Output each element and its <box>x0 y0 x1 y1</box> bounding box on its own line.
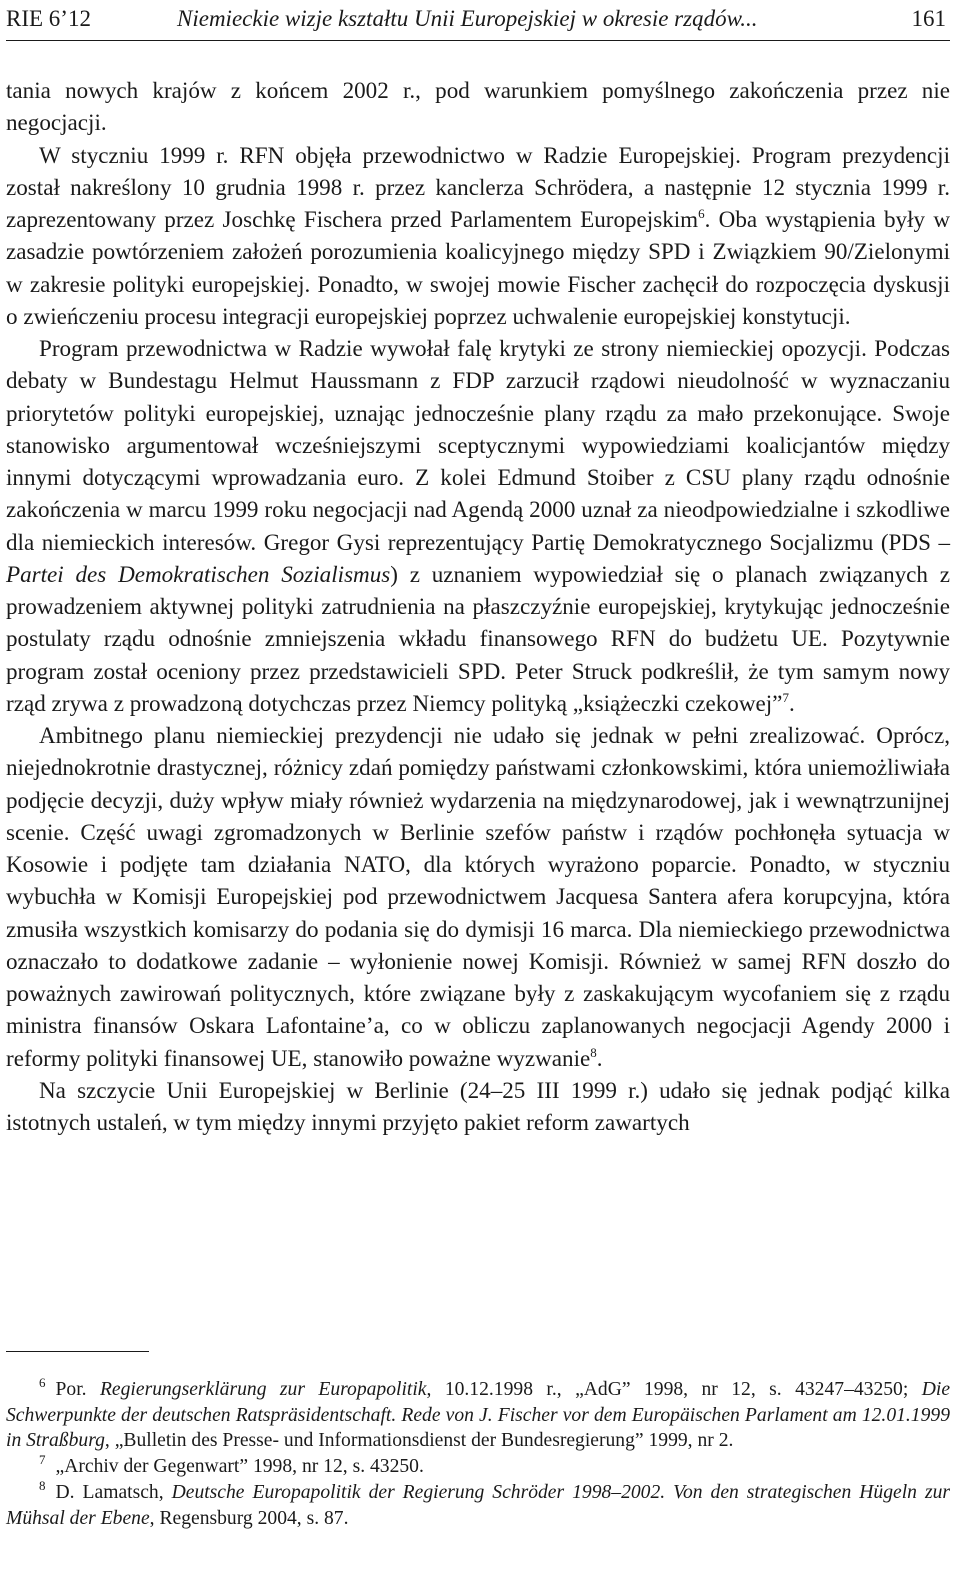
paragraph-2-text-a: W styczniu 1999 r. RFN objęła przewodnictwo w Radzie Europejskiej. Program prezydencji został nakreślony 10 grudnia 1998 r. przez kanclerza Schrödera, a następnie 12 stycznia 1999 r. zaprezentowany przez Joschkę Fischera przed Parlamentem Europejskim <box>6 141 950 232</box>
paragraph-5-text: Na szczycie Unii Europejskiej w Berlinie (24–25 III 1999 r.) udało się jednak podjąć kilka istotnych ustaleń, w tym między innymi przyjęto pakiet reform zawartych <box>6 1076 950 1135</box>
paragraph-4-text-a: Ambitnego planu niemieckiej prezydencji nie udało się jednak w pełni zrealizować. Oprócz, niejednokrotnie drastycznej, różnicy zdań pomiędzy państwami członkowskimi, która uniemożliwiała podjęcie decyzji, duży wpływ miały również wydarzenia na międzynarodowej, jak i wewnątrzunijnej scenie. Część uwagi zgromadzonych w Berlinie szefów państw i rządów pochłonęła sytuacja w Kosowie i podjęte tam działania NATO, dla których wyrażono poparcie. Ponadto, w styczniu wybuchła w Komisji Europejskiej pod przewodnictwem Jacquesa Santera afera korupcyjna, która zmusiła wszystkich komisarzy do podania się do dymisji 16 marca. Dla niemieckiego przewodnictwa oznaczało to dodatkowe zadanie – wyłonienie nowej Komisji. Również w samej RFN doszło do poważnych zawirowań politycznych, które związane były z zaskakującym wycofaniem się z rządu ministra finansów Oskara Lafontaine’a, co w obliczu zaplanowanych negocjacji Agendy 2000 i reformy polityki finansowej UE, stanowiło poważne wyzwanie <box>6 722 950 1071</box>
footnote-6-text-a: Por. <box>55 1379 100 1400</box>
footnote-8-number: 8 <box>39 1477 46 1493</box>
main-text <box>6 74 950 1138</box>
footnote-6 <box>6 1377 950 1454</box>
paragraph-3-italic: Partei des Demokratischen Sozialismus <box>6 560 391 587</box>
paragraph-2 <box>6 139 950 333</box>
paragraph-1 <box>6 74 950 139</box>
page-number: 161 <box>911 6 946 31</box>
running-header <box>6 0 950 41</box>
footnote-ref-7[interactable]: 7 <box>782 689 789 705</box>
paragraph-3-text-b: ) z uznaniem wypowiedział się o planach związanych z prowadzeniem aktywnej polityki zatrudnienia na płaszczyźnie europejskiej, krytykując jednocześnie postulaty rządu odnośnie zmniejszenia wkładu finansowego RFN do budżetu UE. Pozytywnie program został oceniony przez przedstawicieli SPD. Peter Struck podkreślił, że tym samym nowy rząd zrywa z prowadzoną dotychczas przez Niemcy polityką „książeczki czekowej” <box>6 560 950 716</box>
footnote-8 <box>6 1477 950 1531</box>
journal-issue: RIE 6’12 <box>6 6 91 31</box>
footnote-7 <box>6 1454 950 1480</box>
footnote-8-text-b: , Regensburg 2004, s. 87. <box>149 1507 349 1529</box>
footnote-8-italic: Deutsche Europapolitik der Regierung Schröder 1998–2002. Von den strategischen Hügeln zur Mühsal der Ebene <box>6 1481 950 1529</box>
footnote-7-number: 7 <box>39 1452 46 1468</box>
footnote-6-italic-2: Die Schwerpunkte der deutschen Ratspräsidentschaft. Rede von J. Fischer vor dem Europäischen Parlament am 12.01.1999 in Straßburg <box>6 1379 951 1452</box>
paragraph-3-text-c: . <box>788 689 795 716</box>
footnotes <box>6 1377 950 1531</box>
footnote-6-italic-1: Regierungserklärung zur Europapolitik <box>99 1379 427 1400</box>
footnote-6-text-b: , 10.12.1998 r., „AdG” 1998, nr 12, s. 43247–43250; <box>426 1379 922 1400</box>
paragraph-2-text-b: . Oba wystąpienia były w zasadzie powtórzeniem założeń porozumienia koalicyjnego między SPD i Związkiem 90/Zielonymi w zakresie polityki europejskiej. Ponadto, w swojej mowie Fischer zachęcił do rozpoczęcia dyskusji o zwieńczeniu procesu integracji europejskiej poprzez uchwalenie europejskiej konstytucji. <box>6 206 950 329</box>
paragraph-3 <box>6 332 950 719</box>
paragraph-3-text-a: Program przewodnictwa w Radzie wywołał falę krytyki ze strony niemieckiej opozycji. Podczas debaty w Bundestagu Helmut Haussmann z FDP zarzucił rządowi nieudolność w wyznaczaniu priorytetów polityki europejskiej, uznając jednocześnie plany rządu za mało przekonujące. Swoje stanowisko argumentował wcześniejszymi sceptycznymi wypowiedziami koalicjantów między innymi dotyczącymi wprowadzania euro. Z kolei Edmund Stoiber z CSU plany rządu odnośnie zakończenia w marcu 1999 roku negocjacji nad Agendą 2000 uznał za nieodpowiedzialne i szkodliwe dla niemieckich interesów. Gregor Gysi reprezentujący Partię Demokratycznego Socjalizmu (PDS – <box>6 335 950 555</box>
footnote-divider <box>6 1351 149 1352</box>
footnote-ref-6[interactable]: 6 <box>698 206 705 221</box>
paragraph-4 <box>6 719 950 1074</box>
footnote-6-number: 6 <box>39 1375 46 1390</box>
footnote-ref-8[interactable]: 8 <box>590 1044 597 1060</box>
paragraph-4-text-b: . <box>596 1044 603 1071</box>
paragraph-5 <box>6 1074 950 1139</box>
footnote-6-text-c: , „Bulletin des Presse- und Informationsdienst der Bundesregierung” 1999, nr 2. <box>104 1430 734 1452</box>
footnote-8-text-a: D. Lamatsch, <box>55 1481 172 1503</box>
paragraph-1-text: tania nowych krajów z końcem 2002 r., pod warunkiem pomyślnego zakończenia przez nie negocjacji. <box>6 77 950 136</box>
running-title: Niemieckie wizje kształtu Unii Europejskiej w okresie rządów... <box>177 6 758 31</box>
footnote-7-text: „Archiv der Gegenwart” 1998, nr 12, s. 43250. <box>55 1456 424 1478</box>
